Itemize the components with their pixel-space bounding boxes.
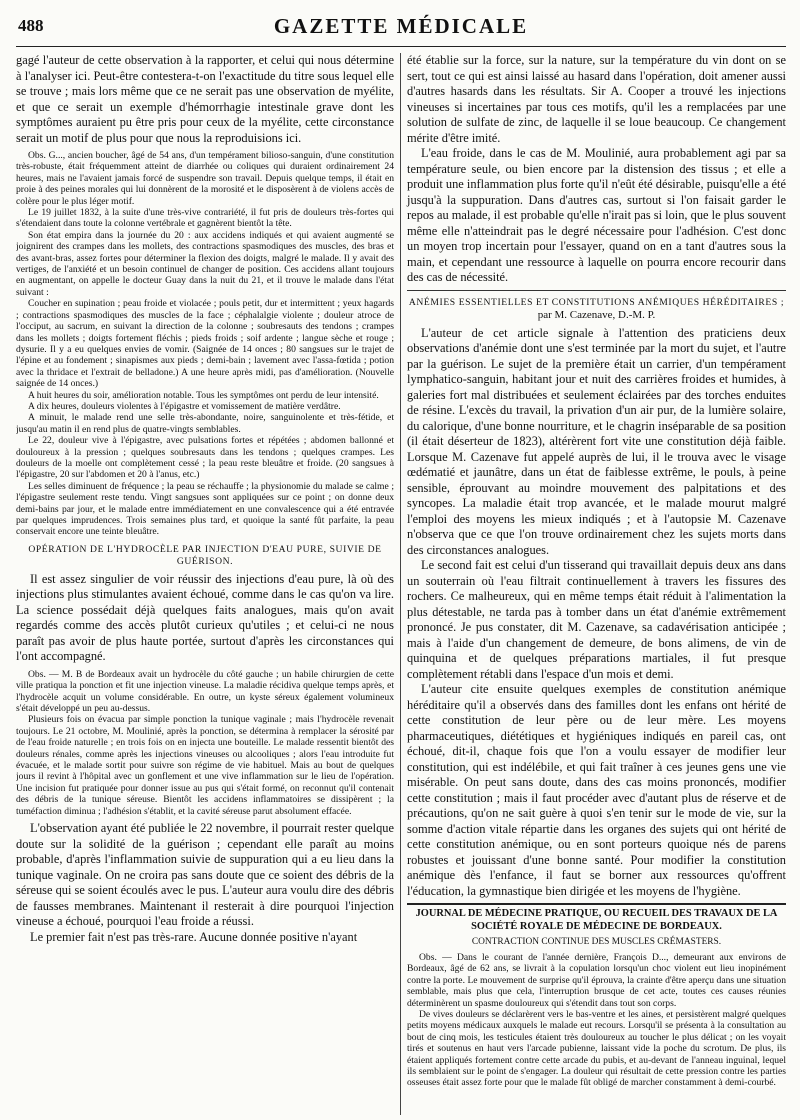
- cremaster-sub-heading: CONTRACTION CONTINUE DES MUSCLES CRÉMASTERS.: [471, 937, 722, 947]
- right-column: [401, 53, 786, 1115]
- section-divider: [407, 290, 786, 291]
- page-header: [16, 6, 786, 47]
- left-column: [16, 53, 401, 1115]
- hydrocele-section-title: OPÉRATION DE L'HYDROCÈLE PAR INJECTION D'EAU PURE, SUIVIE DE GUÉRISON.: [28, 543, 382, 567]
- article-columns: [16, 53, 786, 1115]
- hydrocele-commentary: L'observation ayant été publiée le 22 novembre, il pourrait rester quelque doute sur la solidité de la guérison ; cependant elle paraît au moins probable, d'après l'inflammation suivie de suppuration qui a eu lieu dans la tunique vaginale. On ne croira pas sans doute que ce soient des débris de la séreuse qui se soient écoulés avec le pus. L'auteur aura voulu dire des débris de fausses membranes. Maintenant il resterait à dire pourquoi l'injection vineuse a échoué, pourquoi l'eau froide a réussi.: [16, 821, 394, 929]
- observation-f-paragraph: Obs. — Dans le courant de l'année dernière, François D..., demeurant aux environs de Bordeaux, âgé de 62 ans, se livrait à la copulation lorsqu'un choc violent eut lieu inopinément contre la porte. Le mouvement de surprise qu'il éprouva, la crainte d'être aperçu dans une situation semblable, mais plus que cela, l'interruption brusque de cet acte, toutes ces causes réunies déterminèrent un spasme douloureux qui s'étendit dans tout son corps.: [407, 952, 786, 1009]
- observation-g-paragraph: A minuit, le malade rend une selle très-abondante, noire, sanguinolente et très-fétide, et jusqu'au matin il en rend plus de quatre-vingts semblables.: [16, 412, 394, 435]
- anemia-paragraph: L'auteur de cet article signale à l'attention des praticiens deux observations d'anémie dont une s'est terminée par la mort du sujet, et l'autre par la guérison. Le sujet de la première était un carrier, d'un tempérament lymphatico-sanguin, habitant jour et nuit des carrières froides et humides, à galeries fort mal distribuées et seulement éclairées par des torches enduites de résine. L'excès du travail, la privation d'un air pur, de la lumière solaire, du calorique, d'une bonne nourriture, et le chagrin inséparable de sa position (il était déserteur de 1823), altérèrent fort vite une constitution déjà faible. Lorsque M. Cazenave fut appelé auprès de lui, il le trouva avec le visage œdématié et jaunâtre, dans un état de faiblesse extrême, le pouls, à peine sensible, éprouvant au moindre mouvement des palpitations et des syncopes. La maladie était trop avancée, et le malade mourut malgré l'emploi des moyens les mieux indiqués ; et à l'autopsie M. Cazenave n'observa que ce que l'on trouve ordinairement chez les sujets morts dans des circonstances analogues.: [407, 325, 786, 557]
- page-number: 488: [18, 16, 44, 35]
- anemia-title-text: ANÉMIES ESSENTIELLES ET CONSTITUTIONS ANÉMIQUES HÉRÉDITAIRES ;: [408, 296, 785, 308]
- observation-g-paragraph: Les selles diminuent de fréquence ; la peau se réchauffe ; la physionomie du malade se calme ; l'épigastre seulement reste tendu. Vingt sangsues sont appliquées sur ce point ; on donne deux demi-bains par jour, et le malade entre immédiatement en une convalescence qui a été entravée par quelques imprudences. Trois semaines plus tard, et quoique la santé fût parfaite, la peau conservait encore une teinte bleuâtre.: [16, 480, 394, 538]
- observation-g-paragraph: Obs. G..., ancien boucher, âgé de 54 ans, d'un tempérament bilioso-sanguin, d'une constitution très-robuste, était fréquemment atteint de diarrhée ou coliques qui duraient ordinairement 24 heures, mais ne l'avaient jamais forcé de suspendre son travail. Depuis quelque temps, il était en proie à des peines morales qui lui donnèrent de la morosité et le disposèrent à de violens accès de colère pour le plus léger motif.: [16, 150, 394, 207]
- anemia-paragraph: L'auteur cite ensuite quelques exemples de constitution anémique héréditaire qu'il a observés dans des familles dont les enfans ont hérité de cette constitution de leur père ou de leur mère. Les moyens pharmaceutiques, diététiques et hygiéniques indiqués en pareil cas, ont échoué, dit-il, chaque fois que l'on a voulu essayer de modifier leur constitution, qui est indélébile, et qui fait traîner à ces jeunes gens une vie misérable. On peut sans doute, dans des cas moins prononcés, modifier cette constitution ; mais il faut procéder avec d'autant plus de réserve et de précautions, qu'on ne sait guère à quoi s'en tenir sur le mode de vie, sur la somme d'action vitale répartie dans les organes des sujets qui ont hérité de cette constitution anémique, ou en sont porteurs quoique nés de parens robustes et jouissant d'une bonne santé. Pour modifier la constitution anémique dès l'enfance, il faut se borner aux ressources qu'offrent l'éducation, la gymnastique bien dirigée et les moyens de l'hygiène.: [407, 682, 786, 898]
- anemia-author: par M. Cazenave, D.-M. P.: [537, 308, 656, 321]
- observation-g-paragraph: Coucher en supination ; peau froide et violacée ; pouls petit, dur et intermittent ; yeux hagards ; contractions spasmodiques des muscles de la face ; céphalalgie violente ; douleur atroce de l'occiput, au sacrum, en suivant la direction de la colonne ; soubresauts des tendons ; crampes dans les mollets ; doigts fortement fléchis ; pieds froids ; soif ardente ; langue sèche et rouge ; dysurie. Il y a eu quelques envies de vomir. (Saignée de 14 onces ; 80 sangsues sur le trajet de l'épine et au fondement ; sinapismes aux pieds ; demi-bain ; lavement avec l'assa-fœtida ; potion avec la thridace et l'extrait de belladone.) A une heure après midi, pas d'amélioration. (Nouvelle saignée de 14 onces.): [16, 298, 394, 390]
- observation-m-paragraph: Obs. — M. B de Bordeaux avait un hydrocèle du côté gauche ; un habile chirurgien de cette ville pratiqua la ponction et fit une injection vineuse. La maladie récidiva quelque temps après, et l'hydrocèle acquit un volume considérable. En outre, un kyste séreux également volumineux s'était développé un peu au-dessus.: [16, 668, 394, 715]
- observation-m-paragraph: Plusieurs fois on évacua par simple ponction la tunique vaginale ; mais l'hydrocèle revenait toujours. Le 21 octobre, M. Moulinié, après la ponction, se détermina à remplacer la sérosité par de l'eau froide naturelle ; en trois fois on en injecta une bouteille. Le malade ressentit bientôt des douleurs rénales, comme après les injections vineuses ou alcooliques ; alors l'eau introduite fut évacuée, et le malade sortit pour suivre son régime de vie habituel. Mais au bout de quelques jours il revint à l'hôpital avec un gonflement et une vive inflammation sur le lieu de l'opération. Une incision fut pratiquée pour donner issue au pus qui s'était formé, on reconnut qu'il contenait des débris de la tunique séreuse. Bientôt les accidens inflammatoires se dissipèrent ; la tuméfaction diminua ; l'adhésion s'établit, et la cavité séreuse parut absolument effacée.: [16, 714, 394, 817]
- observation-g-paragraph: Le 22, douleur vive à l'épigastre, avec pulsations fortes et répétées ; abdomen ballonné et douloureux à la pression ; quelques soubresauts dans les tendons ; quelques crampes. Les douleurs de la moelle ont complètement cessé ; la peau reste bleuâtre et froide. (20 sangsues à l'épigastre, 20 sur l'abdomen et 20 à l'anus, etc.): [16, 435, 394, 481]
- anemia-section-title: [407, 297, 786, 322]
- hydrocele-commentary: Le premier fait n'est pas très-rare. Aucune donnée positive n'ayant: [30, 929, 358, 944]
- observation-g-paragraph: A huit heures du soir, amélioration notable. Tous les symptômes ont perdu de leur intensité.: [28, 389, 379, 401]
- observation-g-paragraph: A dix heures, douleurs violentes à l'épigastre et vomissement de matière verdâtre.: [28, 400, 341, 412]
- journal-title: GAZETTE MÉDICALE: [273, 14, 529, 38]
- hydrocele-intro: Il est assez singulier de voir réussir des injections d'eau pure, là où des injections plus stimulantes avaient échoué, comme dans le cas qu'on va lire. La science possédait déjà quelques faits analogues, mais qu'on avait regardés comme des accès plutôt curieux qu'utiles ; et celui-ci ne nous paraît pas avoir de plus haute portée, surtout d'après les circonstances qui l'ont accompagné.: [16, 571, 394, 664]
- hydrocele-continuation: été établie sur la force, sur la nature, sur la température du vin dont on se sert, tout ce qui est ainsi laissé au hasard dans l'opération, doit amener aussi d'autres hasards dans les résultats. Sir A. Cooper a trouvé les injections vineuses si incertaines par tous ces motifs, qu'il les a remplacées par une solution de sulfate de zinc, de laquelle il se loue beaucoup. Ce changement mérite d'être imité.: [407, 53, 786, 145]
- myelitis-continuation: gagé l'auteur de cette observation à la rapporter, et celui qui nous détermine à l'analyser ici. Peut-être contestera-t-on l'exactitude du titre sous lequel elle se trouve ; mais lors même que ce ne serait pas une observation de myélite, et que ce serait un exemple d'hémorrhagie intestinale grave dont les symptômes auraient pu être pris pour ceux de la myélite, cette circonstance serait un motif de plus pour que nous la reproduisions ici.: [16, 53, 394, 145]
- anemia-paragraph: Le second fait est celui d'un tisserand qui travaillait depuis deux ans dans un souterrain où l'eau filtrait continuellement à travers les fissures des rochers. Ce malheureux, qui en même temps était réduit à l'alimentation la plus détestable, ne tarda pas à tomber dans un état d'anémie extrêmement prononcé. Je pus constater, dit M. Cazenave, sa cadavérisation anticipée ; mais à l'aide d'un changement de demeure, de bons alimens, de vin de quinquina et de quelques préparations martiales, il fut presque complètement rétabli dans l'espace d'un mois et demi.: [407, 558, 786, 681]
- hydrocele-commentary: L'eau froide, dans le cas de M. Moulinié, aura probablement agi par sa température seule, ou bien encore par la distension des tissus ; et elle a produit une inflammation plus forte qu'il n'eût été désirable, puisqu'elle a été jusqu'à la suppuration. Dans d'autres cas, surtout si l'on faisait garder le repos au malade, il est probable qu'elle n'irait pas si loin, que le plus souvent même elle n'atteindrait pas le degré nécessaire pour l'adhésion. C'est donc un moyen trop incertain pour l'essayer, quand on en a tant d'autres sous la main, et cependant une ressource à laquelle on pourra encore recourir dans des cas de nécessité.: [407, 146, 786, 284]
- observation-f-paragraph: De vives douleurs se déclarèrent vers le bas-ventre et les aines, et persistèrent malgré quelques petits moyens médicaux auxquels le malade eut recours. Lorsqu'il se présenta à la consultation au bout de cinq mois, les testicules étaient très douloureux au toucher le plus délicat ; on les voyait tirés et soutenus en haut vers l'arcade pubienne, laissant vide la poche du scrotum. De plus, ils étaient appliqués fortement contre cette arcade du pubis, et au-devant de l'anneau inguinal, lequel ils semblaient sur le point de s'engager. La douleur qui résultait de cette pression contre les parties osseuses était assez forte pour que le malade fût obligé de marcher constamment à demi-courbé.: [407, 1009, 786, 1089]
- bordeaux-journal-heading: JOURNAL DE MÉDECINE PRATIQUE, OU RECUEIL DES TRAVAUX DE LA SOCIÉTÉ ROYALE DE MÉDECINE DE BORDEAUX.: [407, 903, 786, 933]
- observation-g-paragraph: Le 19 juillet 1832, à la suite d'une très-vive contrariété, il fut pris de douleurs très-fortes qui s'étendaient dans toute la colonne vertébrale et gagnèrent bientôt la tête.: [16, 207, 394, 230]
- observation-g-paragraph: Son état empira dans la journée du 20 : aux accidens indiqués et qui avaient augmenté se joignirent des crampes dans les mollets, des contractions spasmodiques des muscles, des bras et des avant-bras, assez fortes pour déterminer la flexion des doigts, malgré le malade. Il y avait des vertiges, de l'anxiété et un besoin continuel de changer de position. Ces accidens allant toujours en augmentant, on appelle le docteur Guay dans la nuit du 21, et il trouve le malade dans l'état suivant :: [16, 229, 394, 298]
